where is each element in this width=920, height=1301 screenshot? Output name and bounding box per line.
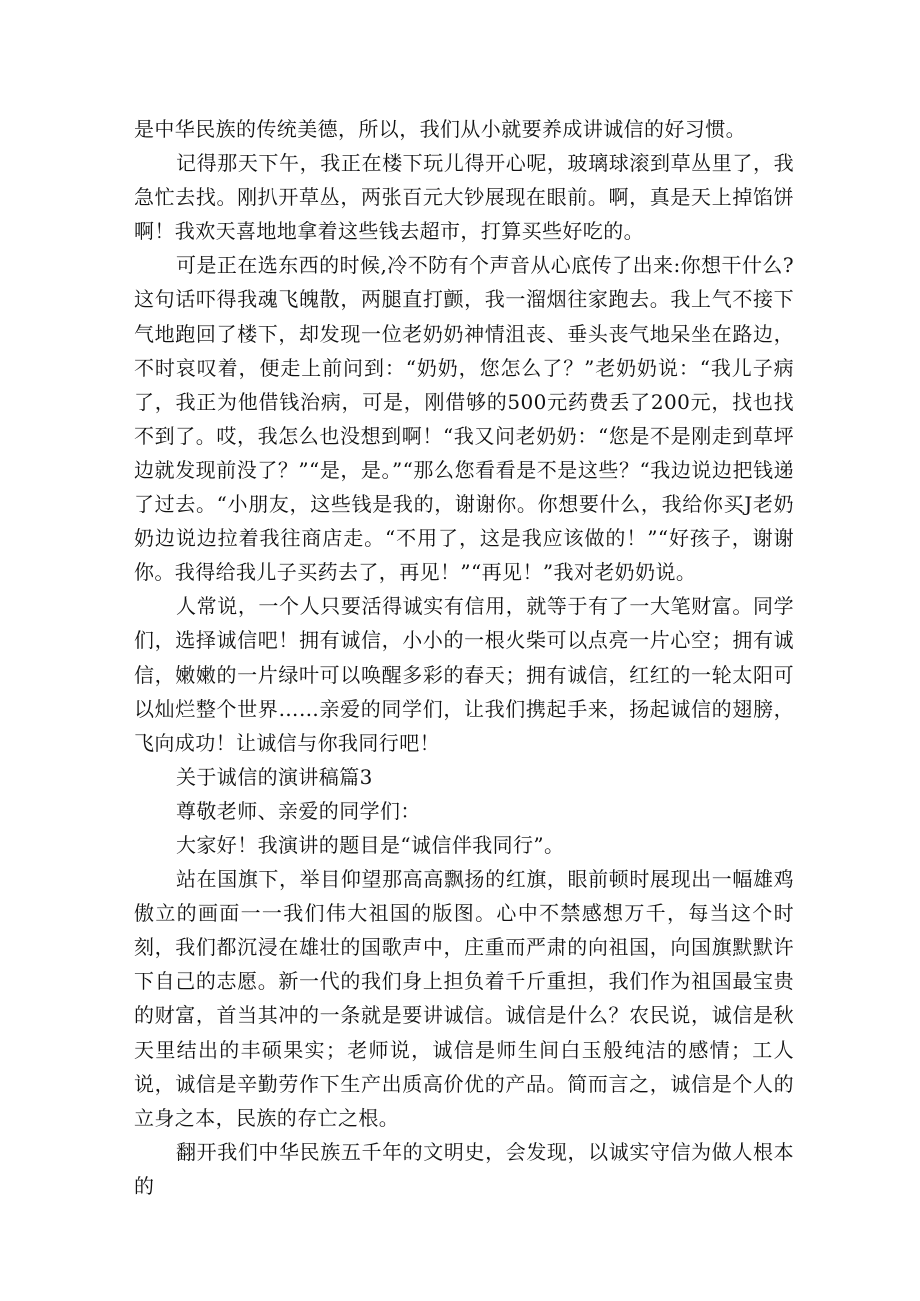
paragraph-story-grandma: 可是正在选东西的时候,冷不防有个声音从心底传了出来:你想干什么?这句话吓得我魂飞魄散，两腿直打颤，我一溜烟往家跑去。我上气不接下气地跑回了楼下，却发现一位老奶奶神情沮丧、垂头丧气地呆坐在路边，不时哀叹着，便走上前问到：“奶奶，您怎么了？”老奶奶说：“我儿子病了，我正为他借钱治病，可是，刚借够的500元药费丢了200元，找也找不到了。哎，我怎么也没想到啊！“我又问老奶奶：“您是不是刚走到草坪边就发现前没了？”“是，是。”“那么您看看是不是这些？“我边说边把钱递了过去。“小朋友，这些钱是我的，谢谢你。你想要什么，我给你买J老奶奶边说边拉着我往商店走。“不用了，这是我应该做的！”“好孩子，谢谢你。我得给我儿子买药去了，再见！”“再见！”我对老奶奶说。 [134,253,794,585]
paragraph-story-intro: 记得那天下午，我正在楼下玩儿得开心呢，玻璃球滚到草丛里了，我急忙去找。刚扒开草丛，两张百元大钞展现在眼前。啊，真是天上掉馅饼啊！我欢天喜地地拿着这些钱去超市，打算买些好吃的。 [134,151,794,244]
section-heading: 关于诚信的演讲稿篇3 [176,764,373,789]
salutation: 尊敬老师、亲爱的同学们： [176,798,421,823]
greeting: 大家好！我演讲的题目是“诚信伴我同行”。 [176,832,565,857]
paragraph-history: 翻开我们中华民族五千年的文明史，会发现，以诚实守信为做人根本的 [134,1139,794,1198]
document-body [134,112,794,1203]
paragraph-conclusion: 人常说，一个人只要活得诚实有信用，就等于有了一大笔财富。同学们，选择诚信吧！拥有诚信，小小的一根火柴可以点亮一片心空；拥有诚信，嫩嫩的一片绿叶可以唤醒多彩的春天；拥有诚信，红红的一轮太阳可以灿烂整个世界……亲爱的同学们，让我们携起手来，扬起诚信的翅膀，飞向成功！让诚信与你我同行吧！ [134,594,794,755]
paragraph-flag: 站在国旗下，举目仰望那高高飘扬的红旗，眼前顿时展现出一幅雄鸡傲立的画面一一我们伟大祖国的版图。心中不禁感想万千，每当这个时刻，我们都沉浸在雄壮的国歌声中，庄重而严肃的向祖国，向国旗默默许下自己的志愿。新一代的我们身上担负着千斤重担，我们作为祖国最宝贵的财富，首当其冲的一条就是要讲诚信。诚信是什么？农民说，诚信是秋天里结出的丰硕果实；老师说，诚信是师生间白玉般纯洁的感情；工人说，诚信是辛勤劳作下生产出质高价优的产品。简而言之，诚信是个人的立身之本，民族的存亡之根。 [134,867,794,1130]
paragraph-continuation: 是中华民族的传统美德，所以，我们从小就要养成讲诚信的好习惯。 [134,117,746,141]
